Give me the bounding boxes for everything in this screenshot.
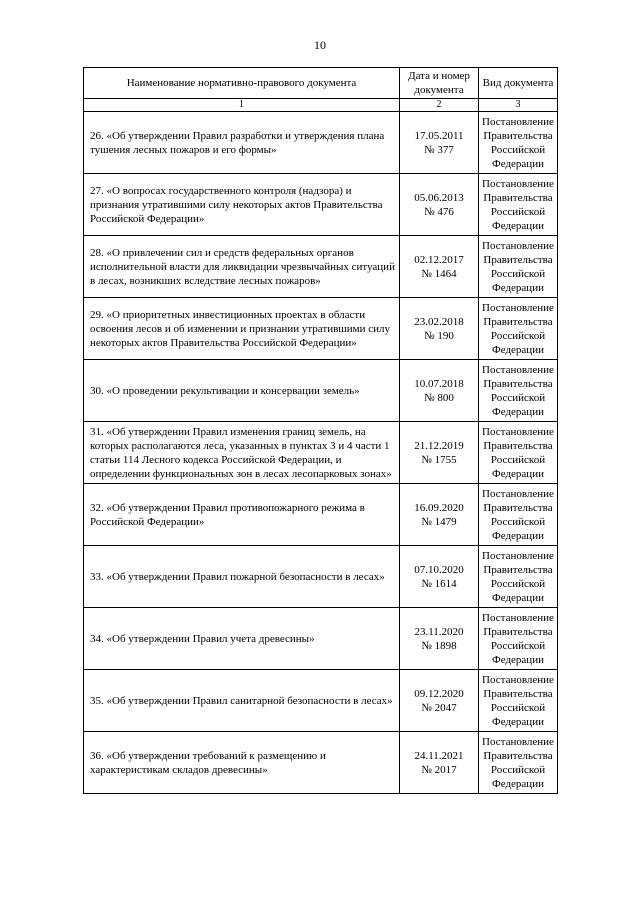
document-number: № 1464 <box>421 267 457 280</box>
document-kind-line: Постановление <box>482 363 554 376</box>
document-name-cell: 32. «Об утверждении Правил противопожарного режима в Российской Федерации» <box>84 484 400 546</box>
date-number-cell <box>400 236 479 298</box>
table-row <box>84 670 558 732</box>
document-kind-line: Правительства <box>483 687 553 700</box>
date-number-cell <box>400 112 479 174</box>
document-date: 21.12.2019 <box>414 439 464 452</box>
document-kind-cell <box>479 670 558 732</box>
document-kind-line: Федерации <box>492 405 544 418</box>
document-kind-line: Российской <box>490 143 546 156</box>
document-kind-line: Постановление <box>482 673 554 686</box>
document-name-cell: 30. «О проведении рекультивации и консервации земель» <box>84 360 400 422</box>
document-kind-cell <box>479 236 558 298</box>
document-name-cell: 26. «Об утверждении Правил разработки и утверждения плана тушения лесных пожаров и его формы» <box>84 112 400 174</box>
table-row <box>84 174 558 236</box>
document-kind-line: Федерации <box>492 157 544 170</box>
document-date: 23.02.2018 <box>414 315 464 328</box>
document-kind-line: Российской <box>490 701 546 714</box>
document-number: № 1755 <box>421 453 457 466</box>
date-number-cell <box>400 546 479 608</box>
document-kind-line: Федерации <box>492 529 544 542</box>
table-row <box>84 360 558 422</box>
document-kind-line: Федерации <box>492 715 544 728</box>
document-kind-line: Российской <box>490 453 546 466</box>
document-number: № 800 <box>424 391 454 404</box>
document-kind-line: Постановление <box>482 425 554 438</box>
document-kind-line: Правительства <box>483 563 553 576</box>
document-kind-line: Постановление <box>482 735 554 748</box>
document-kind-line: Правительства <box>483 191 553 204</box>
document-name-cell: 35. «Об утверждении Правил санитарной безопасности в лесах» <box>84 670 400 732</box>
document-kind-line: Правительства <box>483 749 553 762</box>
date-number-cell <box>400 422 479 484</box>
document-kind-line: Российской <box>490 329 546 342</box>
date-number-cell <box>400 732 479 794</box>
document-name-cell: 33. «Об утверждении Правил пожарной безопасности в лесах» <box>84 546 400 608</box>
document-date: 10.07.2018 <box>414 377 464 390</box>
document-number: № 2047 <box>421 701 457 714</box>
document-name-cell: 29. «О приоритетных инвестиционных проектах в области освоения лесов и об изменении и признании утратившими силу некоторых актов Правительства Российской Федерации» <box>84 298 400 360</box>
date-number-cell <box>400 484 479 546</box>
regulations-table <box>83 67 558 794</box>
document-kind-line: Российской <box>490 515 546 528</box>
document-kind-line: Правительства <box>483 377 553 390</box>
document-kind-line: Правительства <box>483 501 553 514</box>
header-date-number: Дата и номер документа <box>400 68 479 99</box>
date-number-cell <box>400 298 479 360</box>
document-kind-line: Постановление <box>482 549 554 562</box>
document-date: 24.11.2021 <box>414 749 464 762</box>
table-row <box>84 298 558 360</box>
header-document-kind: Вид документа <box>479 68 558 99</box>
document-kind-line: Российской <box>490 391 546 404</box>
document-date: 23.11.2020 <box>414 625 464 638</box>
table-row <box>84 732 558 794</box>
date-number-cell <box>400 174 479 236</box>
document-number: № 476 <box>424 205 454 218</box>
document-kind-line: Постановление <box>482 239 554 252</box>
document-kind-cell <box>479 422 558 484</box>
table-row <box>84 112 558 174</box>
document-kind-line: Постановление <box>482 177 554 190</box>
column-number-row <box>84 99 558 112</box>
document-kind-line: Постановление <box>482 301 554 314</box>
document-date: 17.05.2011 <box>414 129 464 142</box>
document-number: № 1614 <box>421 577 457 590</box>
document-kind-line: Российской <box>490 639 546 652</box>
document-kind-line: Российской <box>490 205 546 218</box>
document-kind-line: Постановление <box>482 115 554 128</box>
document-kind-cell <box>479 360 558 422</box>
document-kind-line: Федерации <box>492 343 544 356</box>
column-number: 1 <box>84 99 400 112</box>
document-kind-cell <box>479 484 558 546</box>
table-row <box>84 422 558 484</box>
table-row <box>84 236 558 298</box>
document-name-cell: 36. «Об утверждении требований к размещению и характеристикам складов древесины» <box>84 732 400 794</box>
document-kind-cell <box>479 546 558 608</box>
table-row <box>84 484 558 546</box>
document-number: № 2017 <box>421 763 457 776</box>
table-row <box>84 608 558 670</box>
document-date: 16.09.2020 <box>414 501 464 514</box>
document-number: № 1479 <box>421 515 457 528</box>
document-kind-line: Правительства <box>483 129 553 142</box>
date-number-cell <box>400 670 479 732</box>
page-number: 10 <box>314 38 326 52</box>
column-number: 2 <box>400 99 479 112</box>
document-kind-line: Федерации <box>492 777 544 790</box>
document-kind-line: Федерации <box>492 219 544 232</box>
document-kind-line: Правительства <box>483 439 553 452</box>
header-document-name: Наименование нормативно-правового документа <box>84 68 400 99</box>
document-name-cell: 34. «Об утверждении Правил учета древесины» <box>84 608 400 670</box>
document-number: № 1898 <box>421 639 457 652</box>
document-kind-line: Российской <box>490 577 546 590</box>
document-name-cell: 28. «О привлечении сил и средств федеральных органов исполнительной власти для ликвидации чрезвычайных ситуаций в лесах, возникших вследствие лесных пожаров» <box>84 236 400 298</box>
table-row <box>84 546 558 608</box>
document-date: 02.12.2017 <box>414 253 464 266</box>
document-kind-line: Российской <box>490 267 546 280</box>
document-kind-cell <box>479 608 558 670</box>
document-kind-cell <box>479 298 558 360</box>
document-name-cell: 27. «О вопросах государственного контроля (надзора) и признания утратившими силу некоторых актов Правительства Российской Федерации» <box>84 174 400 236</box>
document-kind-line: Федерации <box>492 467 544 480</box>
document-kind-line: Постановление <box>482 487 554 500</box>
document-kind-line: Постановление <box>482 611 554 624</box>
date-number-cell <box>400 608 479 670</box>
document-kind-cell <box>479 732 558 794</box>
document-kind-line: Федерации <box>492 653 544 666</box>
column-number: 3 <box>479 99 558 112</box>
document-date: 05.06.2013 <box>414 191 464 204</box>
document-number: № 190 <box>424 329 454 342</box>
document-kind-line: Федерации <box>492 591 544 604</box>
date-number-cell <box>400 360 479 422</box>
document-kind-line: Правительства <box>483 253 553 266</box>
document-name-cell: 31. «Об утверждении Правил изменения границ земель, на которых располагаются леса, указанных в пунктах 3 и 4 части 1 статьи 114 Лесного кодекса Российской Федерации, и определении функциональных зон в лесах лесопарковых зонах» <box>84 422 400 484</box>
document-kind-line: Правительства <box>483 625 553 638</box>
document-date: 09.12.2020 <box>414 687 464 700</box>
document-number: № 377 <box>424 143 454 156</box>
document-kind-line: Федерации <box>492 281 544 294</box>
table-header-row <box>84 68 558 99</box>
document-kind-cell <box>479 112 558 174</box>
document-kind-cell <box>479 174 558 236</box>
document-kind-line: Правительства <box>483 315 553 328</box>
document-date: 07.10.2020 <box>414 563 464 576</box>
document-kind-line: Российской <box>490 763 546 776</box>
